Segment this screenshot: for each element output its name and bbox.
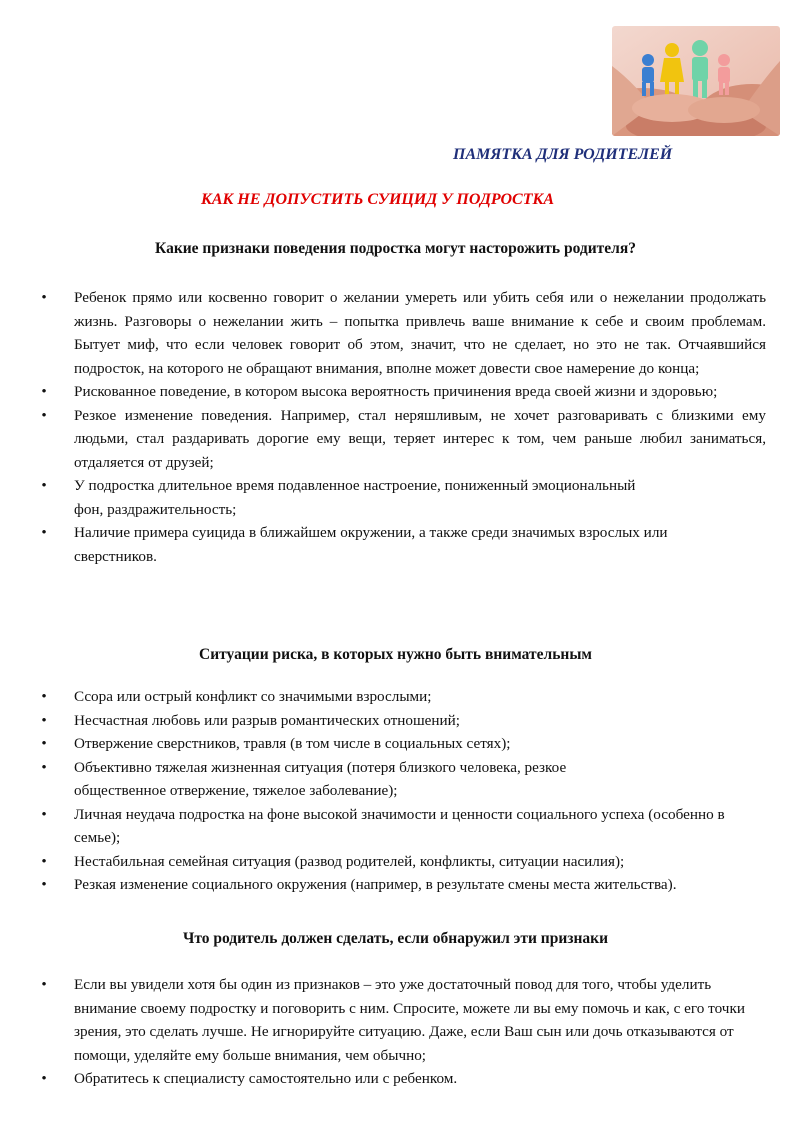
parent-actions-list (38, 973, 766, 1091)
bullet-icon: • (41, 383, 47, 400)
bullet-icon: • (41, 406, 47, 424)
list-item (38, 685, 766, 709)
list-item (38, 709, 766, 733)
list-item-text: Если вы увидели хотя бы один из признаков – это уже достаточный повод для того, чтобы уделить внимание своему подростку и поговорить с ним. Спросите, можете ли вы ему помочь и как, с его точки зрения, это сделать лучше. Не игнорируйте ситуацию. Даже, если Ваш сын или дочь отказываются от помощи, уделяйте ему больше внимания, чем обычно; (74, 976, 745, 1064)
bullet-icon: • (41, 289, 47, 306)
list-item (38, 873, 766, 897)
list-item (38, 286, 766, 380)
list-item (38, 850, 766, 874)
bullet-icon: • (41, 524, 47, 541)
list-item-text: Объективно тяжелая жизненная ситуация (потеря близкого человека, резкое общественное отвержение, тяжелое заболевание); (74, 758, 567, 799)
list-item-text: Несчастная любовь или разрыв романтических отношений; (74, 711, 461, 729)
warning-signs-list (38, 286, 766, 568)
bullet-icon: • (41, 1070, 47, 1087)
list-item (38, 474, 766, 521)
bullet-icon: • (41, 976, 47, 993)
list-item (38, 732, 766, 756)
section-heading-risk-situations: Ситуации риска, в которых нужно быть внимательным (199, 646, 592, 663)
list-item-text: Личная неудача подростка на фоне высокой значимости и ценности социального успеха (особенно в семье); (74, 805, 725, 846)
list-item (38, 404, 766, 475)
hands-family-photo-icon (612, 26, 780, 136)
list-item-text: У подростка длительное время подавленное настроение, пониженный эмоциональный фон, раздражительность; (74, 477, 636, 518)
section-heading-warning-signs: Какие признаки поведения подростка могут насторожить родителя? (155, 240, 636, 257)
list-item (38, 380, 766, 404)
bullet-icon: • (41, 477, 47, 494)
main-title-text: КАК НЕ ДОПУСТИТЬ СУИЦИД У ПОДРОСТКА (201, 191, 554, 208)
section-heading-parent-actions: Что родитель должен сделать, если обнаружил эти признаки (182, 930, 609, 947)
bullet-icon: • (41, 805, 47, 823)
list-item-text: Ссора или острый конфликт со значимыми взрослыми; (74, 688, 432, 705)
list-item (38, 1067, 766, 1091)
list-item-text: Наличие примера суицида в ближайшем окружении, а также среди значимых взрослых или сверстников. (74, 524, 668, 565)
memo-title: ПАМЯТКА ДЛЯ РОДИТЕЛЕЙ (453, 146, 673, 163)
list-item-text: Нестабильная семейная ситуация (развод родителей, конфликты, ситуации насилия); (74, 852, 625, 870)
list-item-text: Рискованное поведение, в котором высока вероятность причинения вреда своей жизни и здоровью; (74, 383, 718, 400)
list-item-text: Ребенок прямо или косвенно говорит о желании умереть или убить себя или о нежелании продолжать жизнь. Разговоры о нежелании жить – попытка привлечь ваше внимание к себе и своим проблемам. Бытует миф, что если человек говорит об этом, значит, что не сделает, но это не так. Отчаявшийся подросток, на которого не обращают внимания, вполне может довести свое намерение до конца; (74, 289, 766, 377)
risk-situations-list (38, 685, 766, 897)
list-item (38, 803, 766, 850)
list-item-text: Резкое изменение поведения. Например, стал неряшливым, не хочет разговаривать с близкими ему людьми, стал раздаривать дорогие ему вещи, теряет интерес к том, чем раньше любил заниматься, отдаляется от друзей; (74, 406, 766, 471)
bullet-icon: • (41, 758, 47, 776)
bullet-icon: • (41, 852, 47, 870)
bullet-icon: • (41, 711, 47, 729)
main-title (0, 191, 791, 209)
list-item (38, 756, 766, 803)
bullet-icon: • (41, 688, 47, 705)
list-item-text: Резкая изменение социального окружения (например, в результате смены места жительства). (74, 876, 677, 893)
list-item (38, 973, 766, 1067)
list-item-text: Обратитесь к специалисту самостоятельно или с ребенком. (74, 1070, 458, 1087)
bullet-icon: • (41, 876, 47, 893)
list-item-text: Отвержение сверстников, травля (в том числе в социальных сетях); (74, 735, 511, 752)
bullet-icon: • (41, 735, 47, 752)
list-item (38, 521, 766, 568)
